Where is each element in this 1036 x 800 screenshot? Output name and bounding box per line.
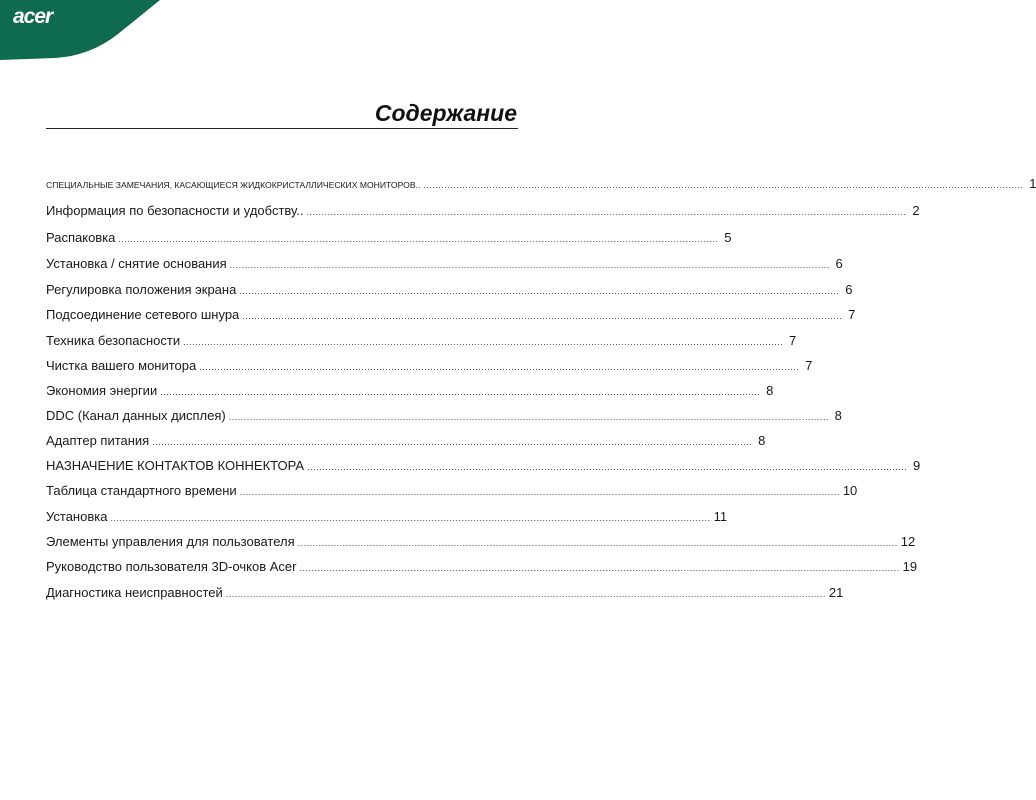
toc-leader-dots: ........................................................................................................................................................................................................ bbox=[239, 286, 840, 296]
toc-entry-title: DDC (Канал данных дисплея) bbox=[46, 408, 226, 423]
toc-entry-page-number: 8 bbox=[766, 383, 774, 398]
toc-entry-page-number: 8 bbox=[758, 433, 766, 448]
toc-entry[interactable] bbox=[46, 256, 843, 276]
toc-leader-dots: ........................................................................................................................................................................................................ bbox=[110, 513, 711, 523]
toc-leader-dots: ........................................................................................................................................................................................................ bbox=[228, 412, 829, 422]
toc-leader-dots: ........................................................................................................................................................................................................ bbox=[423, 180, 1024, 190]
toc-leader-dots: ........................................................................................................................................................................................................ bbox=[183, 337, 784, 347]
toc-entry-page-number: 7 bbox=[848, 307, 856, 322]
toc-entry[interactable] bbox=[46, 559, 918, 579]
toc-entry-page-number: 21 bbox=[828, 585, 844, 600]
toc-leader-dots: ........................................................................................................................................................................................................ bbox=[307, 462, 908, 472]
toc-entry-title: Установка bbox=[46, 509, 108, 524]
toc-leader-dots: ........................................................................................................................................................................................................ bbox=[199, 362, 800, 372]
toc-entry-title: Диагностика неисправностей bbox=[46, 585, 223, 600]
toc-entry-page-number: 12 bbox=[900, 534, 916, 549]
toc-entry-title: Установка / снятие основания bbox=[46, 256, 227, 271]
toc-leader-dots: ........................................................................................................................................................................................................ bbox=[229, 260, 830, 270]
toc-entry[interactable] bbox=[46, 333, 797, 353]
toc-entry-title: Распаковка bbox=[46, 230, 116, 245]
toc-leader-dots: ........................................................................................................................................................................................................ bbox=[299, 563, 900, 573]
toc-entry[interactable] bbox=[46, 383, 774, 403]
toc-entry-title: Адаптер питания bbox=[46, 433, 150, 448]
toc-entry-page-number: 1 bbox=[1029, 176, 1036, 191]
toc-entry[interactable] bbox=[46, 307, 856, 327]
toc-entry[interactable] bbox=[46, 458, 921, 478]
toc-entry[interactable] bbox=[46, 483, 858, 503]
toc-entry[interactable] bbox=[46, 176, 1036, 196]
toc-leader-dots: ........................................................................................................................................................................................................ bbox=[225, 589, 826, 599]
toc-entry[interactable] bbox=[46, 408, 842, 428]
toc-entry-page-number: 7 bbox=[805, 358, 813, 373]
toc-entry[interactable] bbox=[46, 433, 766, 453]
toc-entry-page-number: 19 bbox=[902, 559, 918, 574]
toc-entry[interactable] bbox=[46, 534, 916, 554]
toc-entry-page-number: 10 bbox=[842, 483, 858, 498]
toc-leader-dots: ........................................................................................................................................................................................................ bbox=[160, 387, 761, 397]
toc-entry[interactable] bbox=[46, 282, 853, 302]
toc-entry-title: Элементы управления для пользователя bbox=[46, 534, 295, 549]
toc-entry-title: Подсоединение сетевого шнура bbox=[46, 307, 240, 322]
toc-entry-title: Экономия энергии bbox=[46, 383, 158, 398]
acer-logo: acer bbox=[13, 5, 53, 28]
toc-entry-page-number: 2 bbox=[912, 203, 920, 218]
toc-entry-page-number: 6 bbox=[835, 256, 843, 271]
toc-entry-title: Руководство пользователя 3D-очков Acer bbox=[46, 559, 297, 574]
toc-entry-title: Чистка вашего монитора bbox=[46, 358, 197, 373]
toc-entry[interactable] bbox=[46, 585, 844, 605]
toc-leader-dots: ........................................................................................................................................................................................................ bbox=[306, 207, 907, 217]
toc-entry-title: Таблица стандартного времени bbox=[46, 483, 237, 498]
toc-entry-title: Регулировка положения экрана bbox=[46, 282, 237, 297]
toc-entry-title: Информация по безопасности и удобству.. bbox=[46, 203, 304, 218]
toc-entry-page-number: 11 bbox=[713, 509, 728, 524]
toc-entry-page-number: 7 bbox=[788, 333, 797, 348]
toc-entry-page-number: 6 bbox=[845, 282, 853, 297]
toc-leader-dots: ........................................................................................................................................................................................................ bbox=[118, 234, 719, 244]
toc-entry-page-number: 9 bbox=[912, 458, 921, 473]
toc-entry[interactable] bbox=[46, 509, 728, 529]
title-divider bbox=[46, 128, 518, 129]
toc-leader-dots: ........................................................................................................................................................................................................ bbox=[152, 437, 753, 447]
toc-entry-page-number: 5 bbox=[724, 230, 732, 245]
toc-entry-title: НАЗНАЧЕНИЕ КОНТАКТОВ КОННЕКТОРА bbox=[46, 458, 305, 473]
toc-entry-title: СПЕЦИАЛЬНЫЕ ЗАМЕЧАНИЯ, КАСАЮЩИЕСЯ ЖИДКОКРИСТАЛЛИЧЕСКИХ МОНИТОРОВ.. bbox=[46, 180, 421, 190]
page-title: Содержание bbox=[374, 100, 517, 126]
toc-leader-dots: ........................................................................................................................................................................................................ bbox=[297, 538, 898, 548]
toc-entry-page-number: 8 bbox=[834, 408, 842, 423]
toc-entry[interactable] bbox=[46, 230, 732, 250]
toc-leader-dots: ........................................................................................................................................................................................................ bbox=[242, 311, 843, 321]
toc-leader-dots: ........................................................................................................................................................................................................ bbox=[239, 487, 840, 497]
toc-entry[interactable] bbox=[46, 203, 920, 223]
toc-entry[interactable] bbox=[46, 358, 813, 378]
toc-entry-title: Техника безопасности bbox=[46, 333, 181, 348]
